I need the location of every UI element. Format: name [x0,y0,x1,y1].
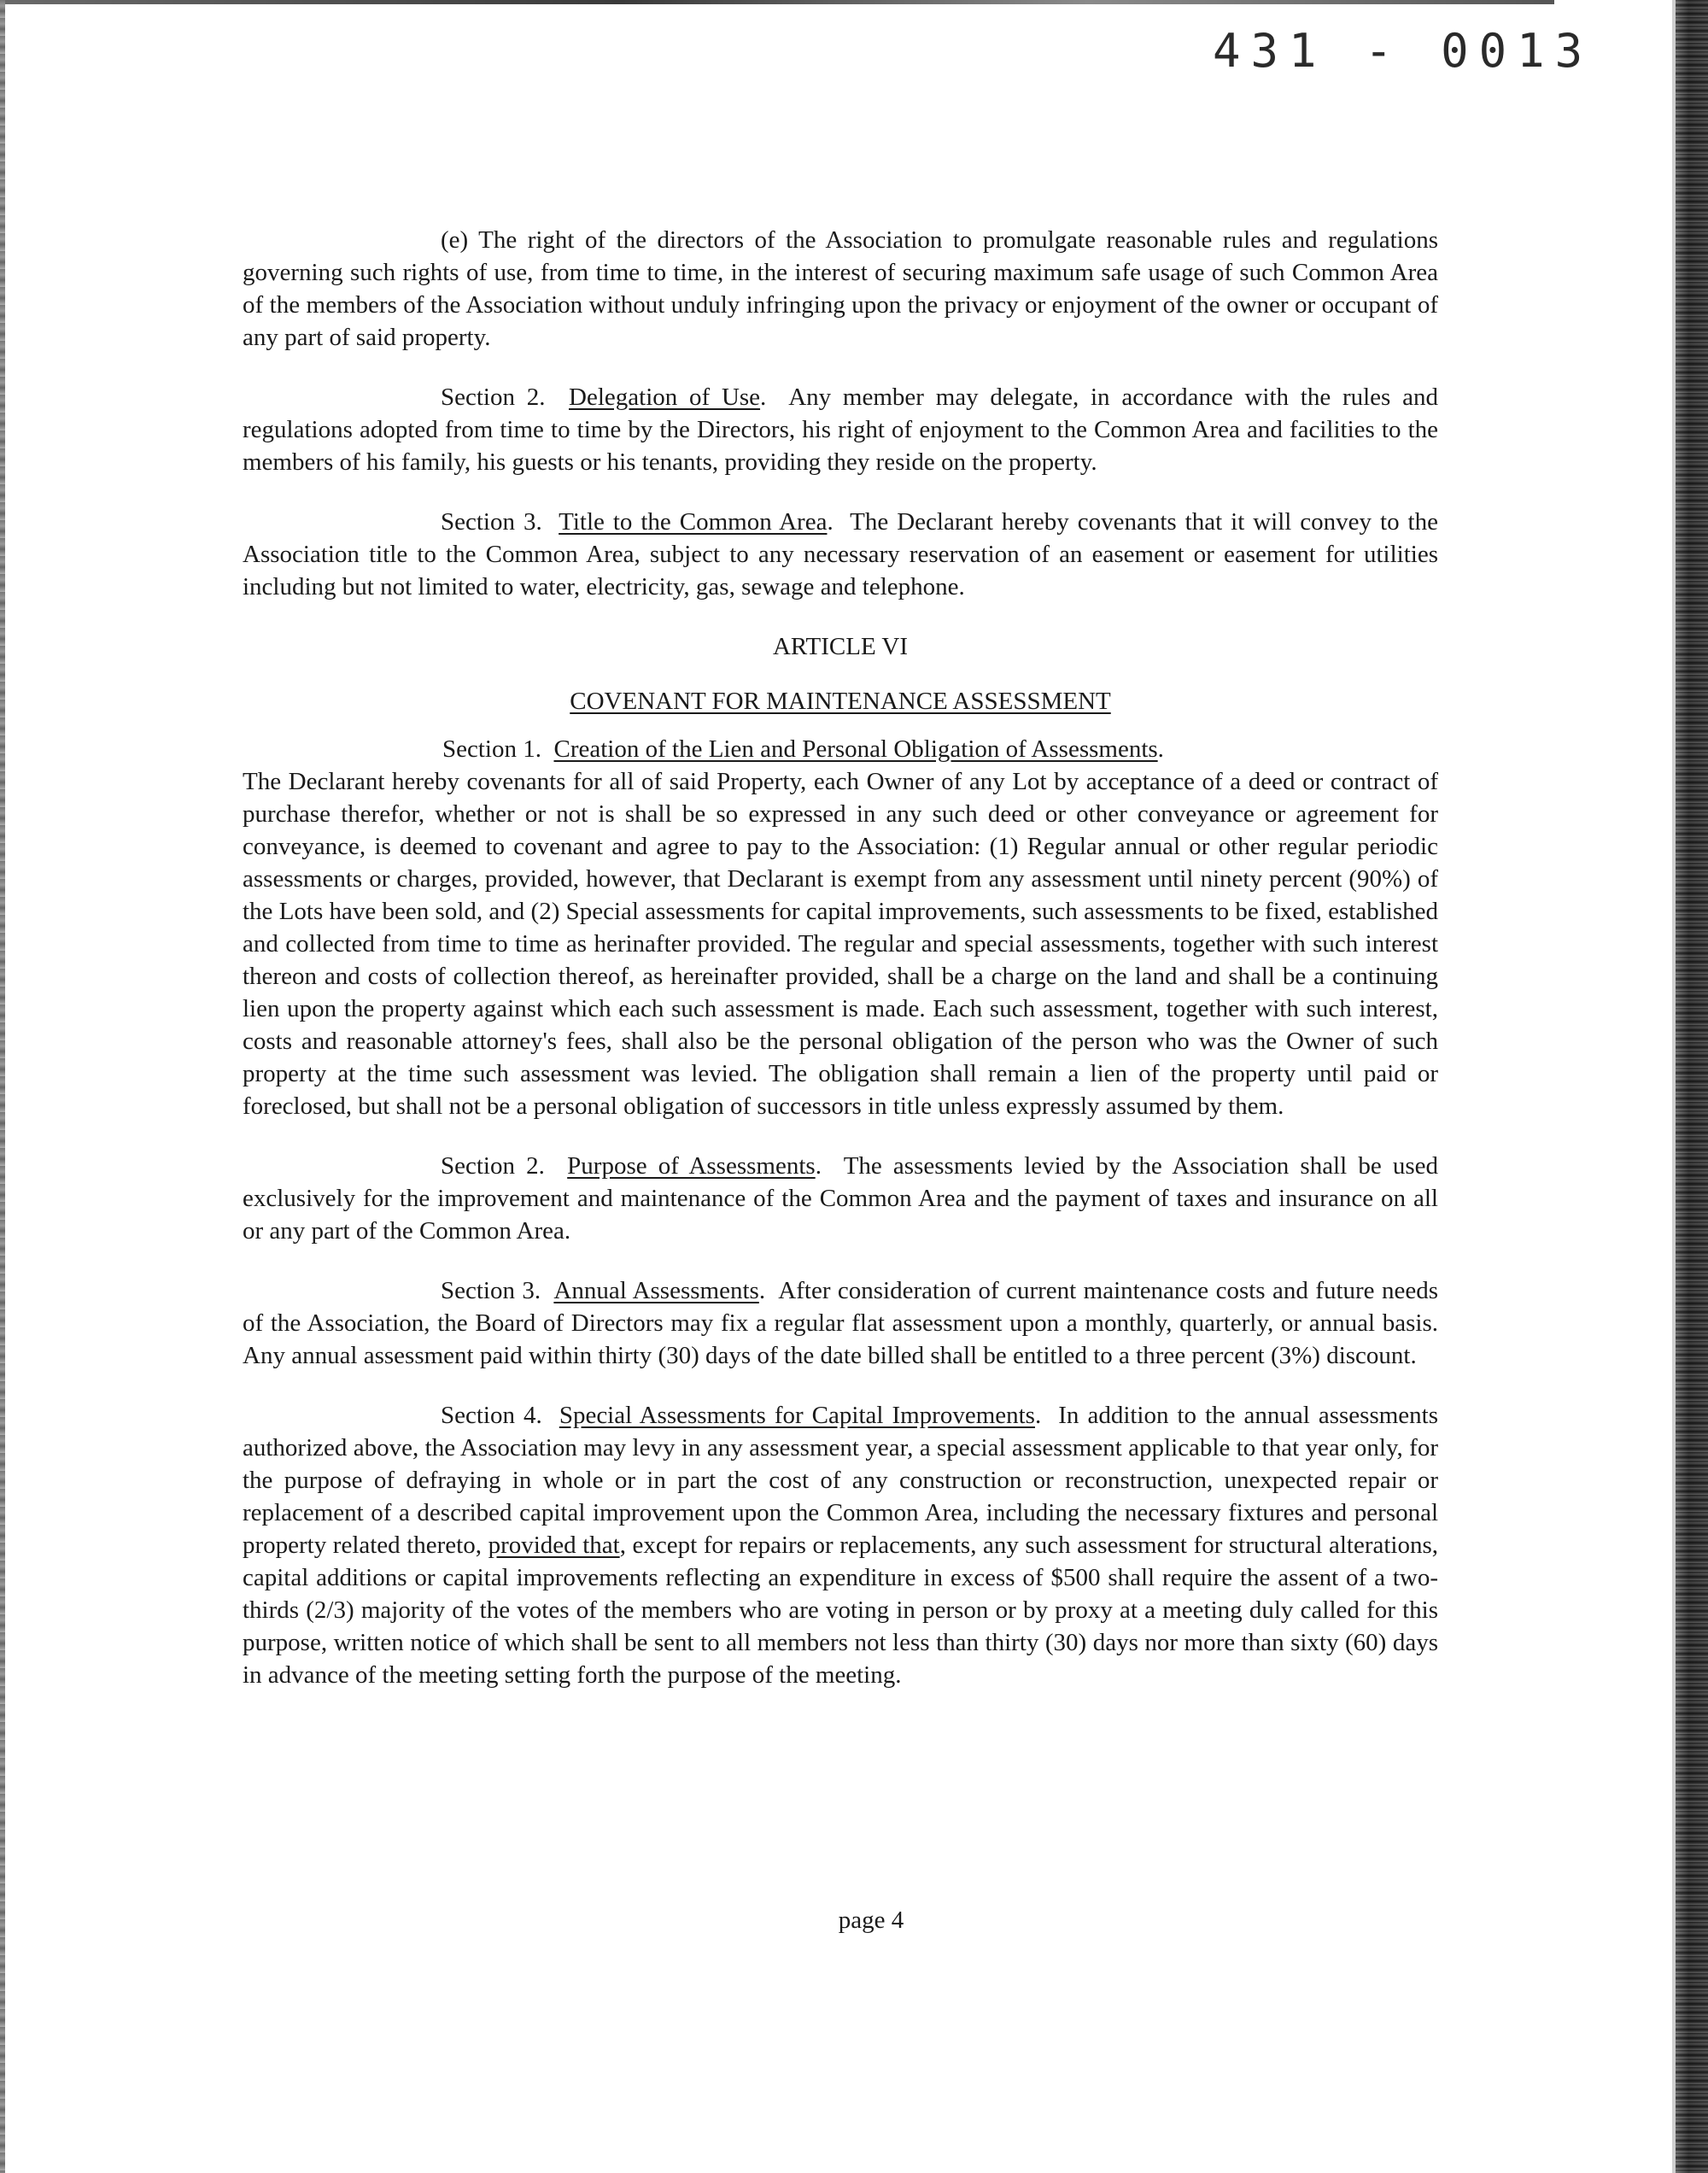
page-content [243,224,1438,1719]
section-label: Section 2. [441,1152,545,1180]
section-body: Any member may delegate, in accordance with the rules and regulations adopted from time to time by the Directors, his right of enjoyment to the Common Area and facilities to the members of his family, his guests or his tenants, providing they reside on the property. [243,384,1438,476]
paragraph-delegation-of-use: Section 2. Delegation of Use. Any member may delegate, in accordance with the rules and regulations adopted from time to time by the Directors, his right of enjoyment to the Common Area and facilities to the members of his family, his guests or his tenants, providing they reside on the property. [243,384,1438,476]
document-number: 431 - 0013 [1213,24,1594,78]
section-body-b: , except for repairs or replacements, any such assessment for structural alterations, capital additions or capital improvements reflecting an expenditure in excess of $500 shall require the assent of a two-thirds (2/3) majority of the votes of the members who are voting in person or by proxy at a meeting duly called for this purpose, written notice of which shall be sent to all members not less than thirty (30) days nor more than sixty (60) days in advance of the meeting setting forth the purpose of the meeting. [243,1532,1438,1689]
section-title: Title to the Common Area [559,508,828,536]
section-heading-line: Section 1. Creation of the Lien and Personal Obligation of Assessments. [442,735,1164,763]
section-label: Section 3. [441,1277,541,1304]
section-body: The Declarant hereby covenants for all of said Property, each Owner of any Lot by acceptance of a deed or contract of purchase therefor, whether or not is shall be so expressed in any such deed or other conveyance or agreement for conveyance, is deemed to covenant and agree to pay to the Association: (1) Regular annual or other regular periodic assessments or charges, provided, however, that Declarant is exempt from any assessment until ninety percent (90%) of the Lots have been sold, and (2) Special assessments for capital improvements, such assessments to be fixed, established and collected from time to time as herinafter provided. The regular and special assessments, together with such interest thereon and costs of collection thereof, as hereinafter provided, shall be a charge on the land and shall be a continuing lien upon the property against which each such assessment is made. Each such assessment, together with such interest, costs and reasonable attorney's fees, shall also be the personal obligation of the person who was the Owner of such property at the time such assessment was levied. The obligation shall remain a lien of the property until paid or foreclosed, but shall not be a personal obligation of successors in title unless expressly assumed by them. [243,768,1438,1120]
section-title: Delegation of Use [569,384,761,411]
section-body: The assessments levied by the Association shall be used exclusively for the improvement and maintenance of the Common Area and the payment of taxes and insurance on all or any part of the Common Area. [243,1152,1438,1245]
article-title [243,685,1438,718]
section-title: Special Assessments for Capital Improvements [559,1402,1035,1429]
e-clause-text: (e) The right of the directors of the Association to promulgate reasonable rules and regulations governing such rights of use, from time to time, in the interest of securing maximum safe usage of such Common Area of the members of the Association without unduly infringing upon the privacy or enjoyment of the owner or occupant of any part of said property. [243,226,1438,351]
section-body: After consideration of current maintenance costs and future needs of the Association, the Board of Directors may fix a regular flat assessment upon a monthly, quarterly, or annual basis. Any annual assessment paid within thirty (30) days of the date billed shall be entitled to a three percent (3%) discount. [243,1277,1438,1369]
paragraph-purpose-of-assessments: Section 2. Purpose of Assessments. The assessments levied by the Association shall be used exclusively for the improvement and maintenance of the Common Area and the payment of taxes and insurance on all or any part of the Common Area. [243,1152,1438,1245]
scan-border-right [1676,0,1708,2173]
paragraph-special-assessments: Section 4. Special Assessments for Capital Improvements. In addition to the annual assessments authorized above, the Association may levy in any assessment year, a special assessment applicable to that year only, for the purpose of defraying in whole or in part the cost of any construction or reconstruction, unexpected repair or replacement of a described capital improvement upon the Common Area, including the necessary fixtures and personal property related thereto, provided that, except for repairs or replacements, any such assessment for structural alterations, capital additions or capital improvements reflecting an expenditure in excess of $500 shall require the assent of a two-thirds (2/3) majority of the votes of the members who are voting in person or by proxy at a meeting duly called for this purpose, written notice of which shall be sent to all members not less than thirty (30) days nor more than sixty (60) days in advance of the meeting setting forth the purpose of the meeting. [243,1402,1439,1689]
scan-border-top [0,0,1554,4]
section-title: Annual Assessments [553,1277,759,1304]
section-body-a: In addition to the annual assessments authorized above, the Association may levy in any assessment year, a special assessment applicable to that year only, for the purpose of defraying in whole or in part the cost of any construction or reconstruction, unexpected repair or replacement of a described capital improvement upon the Common Area, including the necessary fixtures and personal property related thereto, [243,1402,1439,1559]
article-title-text: COVENANT FOR MAINTENANCE ASSESSMENT [570,688,1111,715]
section-label: Section 4. [441,1402,542,1429]
section-label: Section 1. [442,735,541,763]
provided-that-underline: provided that [488,1532,620,1559]
section-title: Purpose of Assessments [567,1152,816,1180]
section-label: Section 2. [441,384,546,411]
section-title: Creation of the Lien and Personal Obligation of Assessments [553,735,1158,763]
article-number: ARTICLE VI [772,633,908,660]
section-body: The Declarant hereby covenants that it will convey to the Association title to the Common Area, subject to any necessary reservation of an easement or easement for utilities including but not limited to water, electricity, gas, sewage and telephone. [243,508,1438,600]
paragraph-e-clause [243,224,1438,354]
paragraph-creation-of-lien [243,733,1438,1122]
section-label: Section 3. [441,508,542,536]
scan-border-left [0,0,5,2173]
page-number: page 4 [838,1906,904,1934]
paragraph-annual-assessments: Section 3. Annual Assessments. After consideration of current maintenance costs and future needs of the Association, the Board of Directors may fix a regular flat assessment upon a monthly, quarterly, or annual basis. Any annual assessment paid within thirty (30) days of the date billed shall be entitled to a three percent (3%) discount. [243,1277,1438,1369]
paragraph-title-to-common-area: Section 3. Title to the Common Area. The Declarant hereby covenants that it will convey to the Association title to the Common Area, subject to any necessary reservation of an easement or easement for utilities including but not limited to water, electricity, gas, sewage and telephone. [243,508,1438,600]
